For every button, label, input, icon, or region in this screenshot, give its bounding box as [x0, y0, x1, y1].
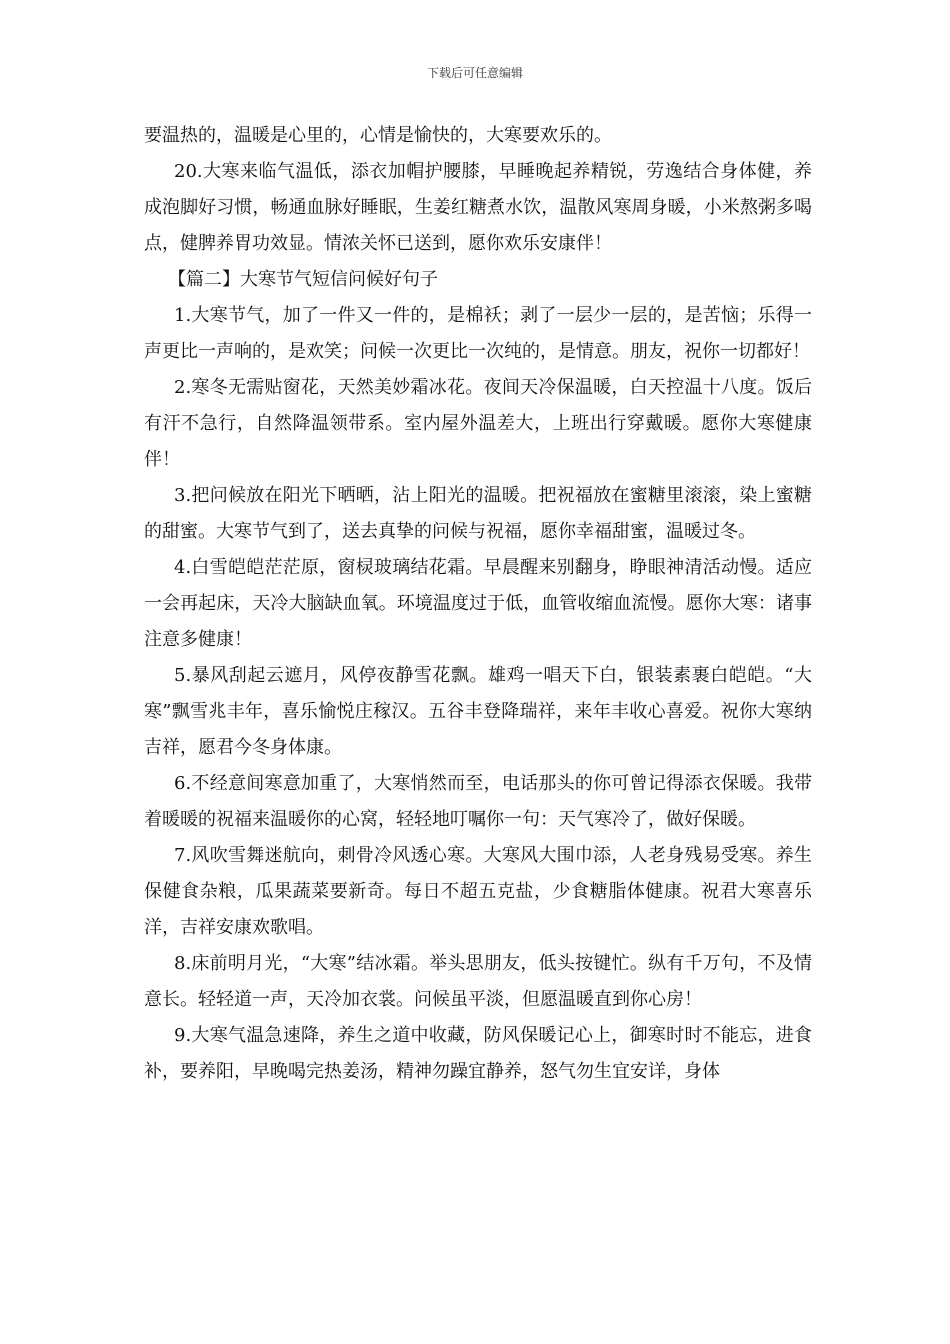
paragraph: 9.大寒气温急速降，养生之道中收藏，防风保暖记心上，御寒时时不能忘，进食补，要养阳，早晚喝完热姜汤，精神勿躁宜静养，怒气勿生宜安详，身体	[144, 1025, 812, 1082]
paragraph: 4.白雪皑皑茫茫原，窗棂玻璃结花霜。早晨醒来别翻身，睁眼神清活动慢。适应一会再起床，天冷大脑缺血氧。环境温度过于低，血管收缩血流慢。愿你大寒：诸事注意多健康！	[144, 557, 812, 650]
paragraph: 5.暴风刮起云遮月，风停夜静雪花飘。雄鸡一唱天下白，银装素裹白皑皑。“大寒”飘雪兆丰年，喜乐愉悦庄稼汉。五谷丰登降瑞祥，来年丰收心喜爱。祝你大寒纳吉祥，愿君今冬身体康。	[144, 665, 812, 758]
document-body	[144, 118, 812, 1090]
paragraph: 20.大寒来临气温低，添衣加帽护腰膝，早睡晚起养精锐，劳逸结合身体健，养成泡脚好习惯，畅通血脉好睡眠，生姜红糖煮水饮，温散风寒周身暖，小米熬粥多喝点，健脾养胃功效显。情浓关怀已送到，愿你欢乐安康伴！	[144, 161, 812, 254]
paragraph: 2.寒冬无需贴窗花，天然美妙霜冰花。夜间天冷保温暖，白天控温十八度。饭后有汗不急行，自然降温领带系。室内屋外温差大，上班出行穿戴暖。愿你大寒健康伴！	[144, 377, 812, 470]
paragraph: 7.风吹雪舞迷航向，刺骨冷风透心寒。大寒风大围巾添，人老身残易受寒。养生保健食杂粮，瓜果蔬菜要新奇。每日不超五克盐，少食糖脂体健康。祝君大寒喜乐洋，吉祥安康欢歌唱。	[144, 845, 812, 938]
page-header: 下载后可任意编辑	[426, 66, 523, 80]
paragraph: 6.不经意间寒意加重了，大寒悄然而至，电话那头的你可曾记得添衣保暖。我带着暖暖的祝福来温暖你的心窝，轻轻地叮嘱你一句：天气寒冷了，做好保暖。	[144, 773, 812, 830]
paragraph: 要温热的，温暖是心里的，心情是愉快的，大寒要欢乐的。	[144, 125, 612, 146]
paragraph: 3.把问候放在阳光下晒晒，沾上阳光的温暖。把祝福放在蜜糖里滚滚，染上蜜糖的甜蜜。大寒节气到了，送去真挚的问候与祝福，愿你幸福甜蜜，温暖过冬。	[144, 485, 812, 542]
paragraph: 8.床前明月光，“大寒”结冰霜。举头思朋友，低头按键忙。纵有千万句，不及情意长。轻轻道一声，天冷加衣裳。问候虽平淡，但愿温暖直到你心房！	[144, 953, 812, 1010]
paragraph: 1.大寒节气，加了一件又一件的，是棉袄；剥了一层少一层的，是苦恼；乐得一声更比一声响的，是欢笑；问候一次更比一次纯的，是情意。朋友，祝你一切都好！	[144, 305, 812, 362]
section-title: 【篇二】大寒节气短信问候好句子	[168, 269, 438, 290]
